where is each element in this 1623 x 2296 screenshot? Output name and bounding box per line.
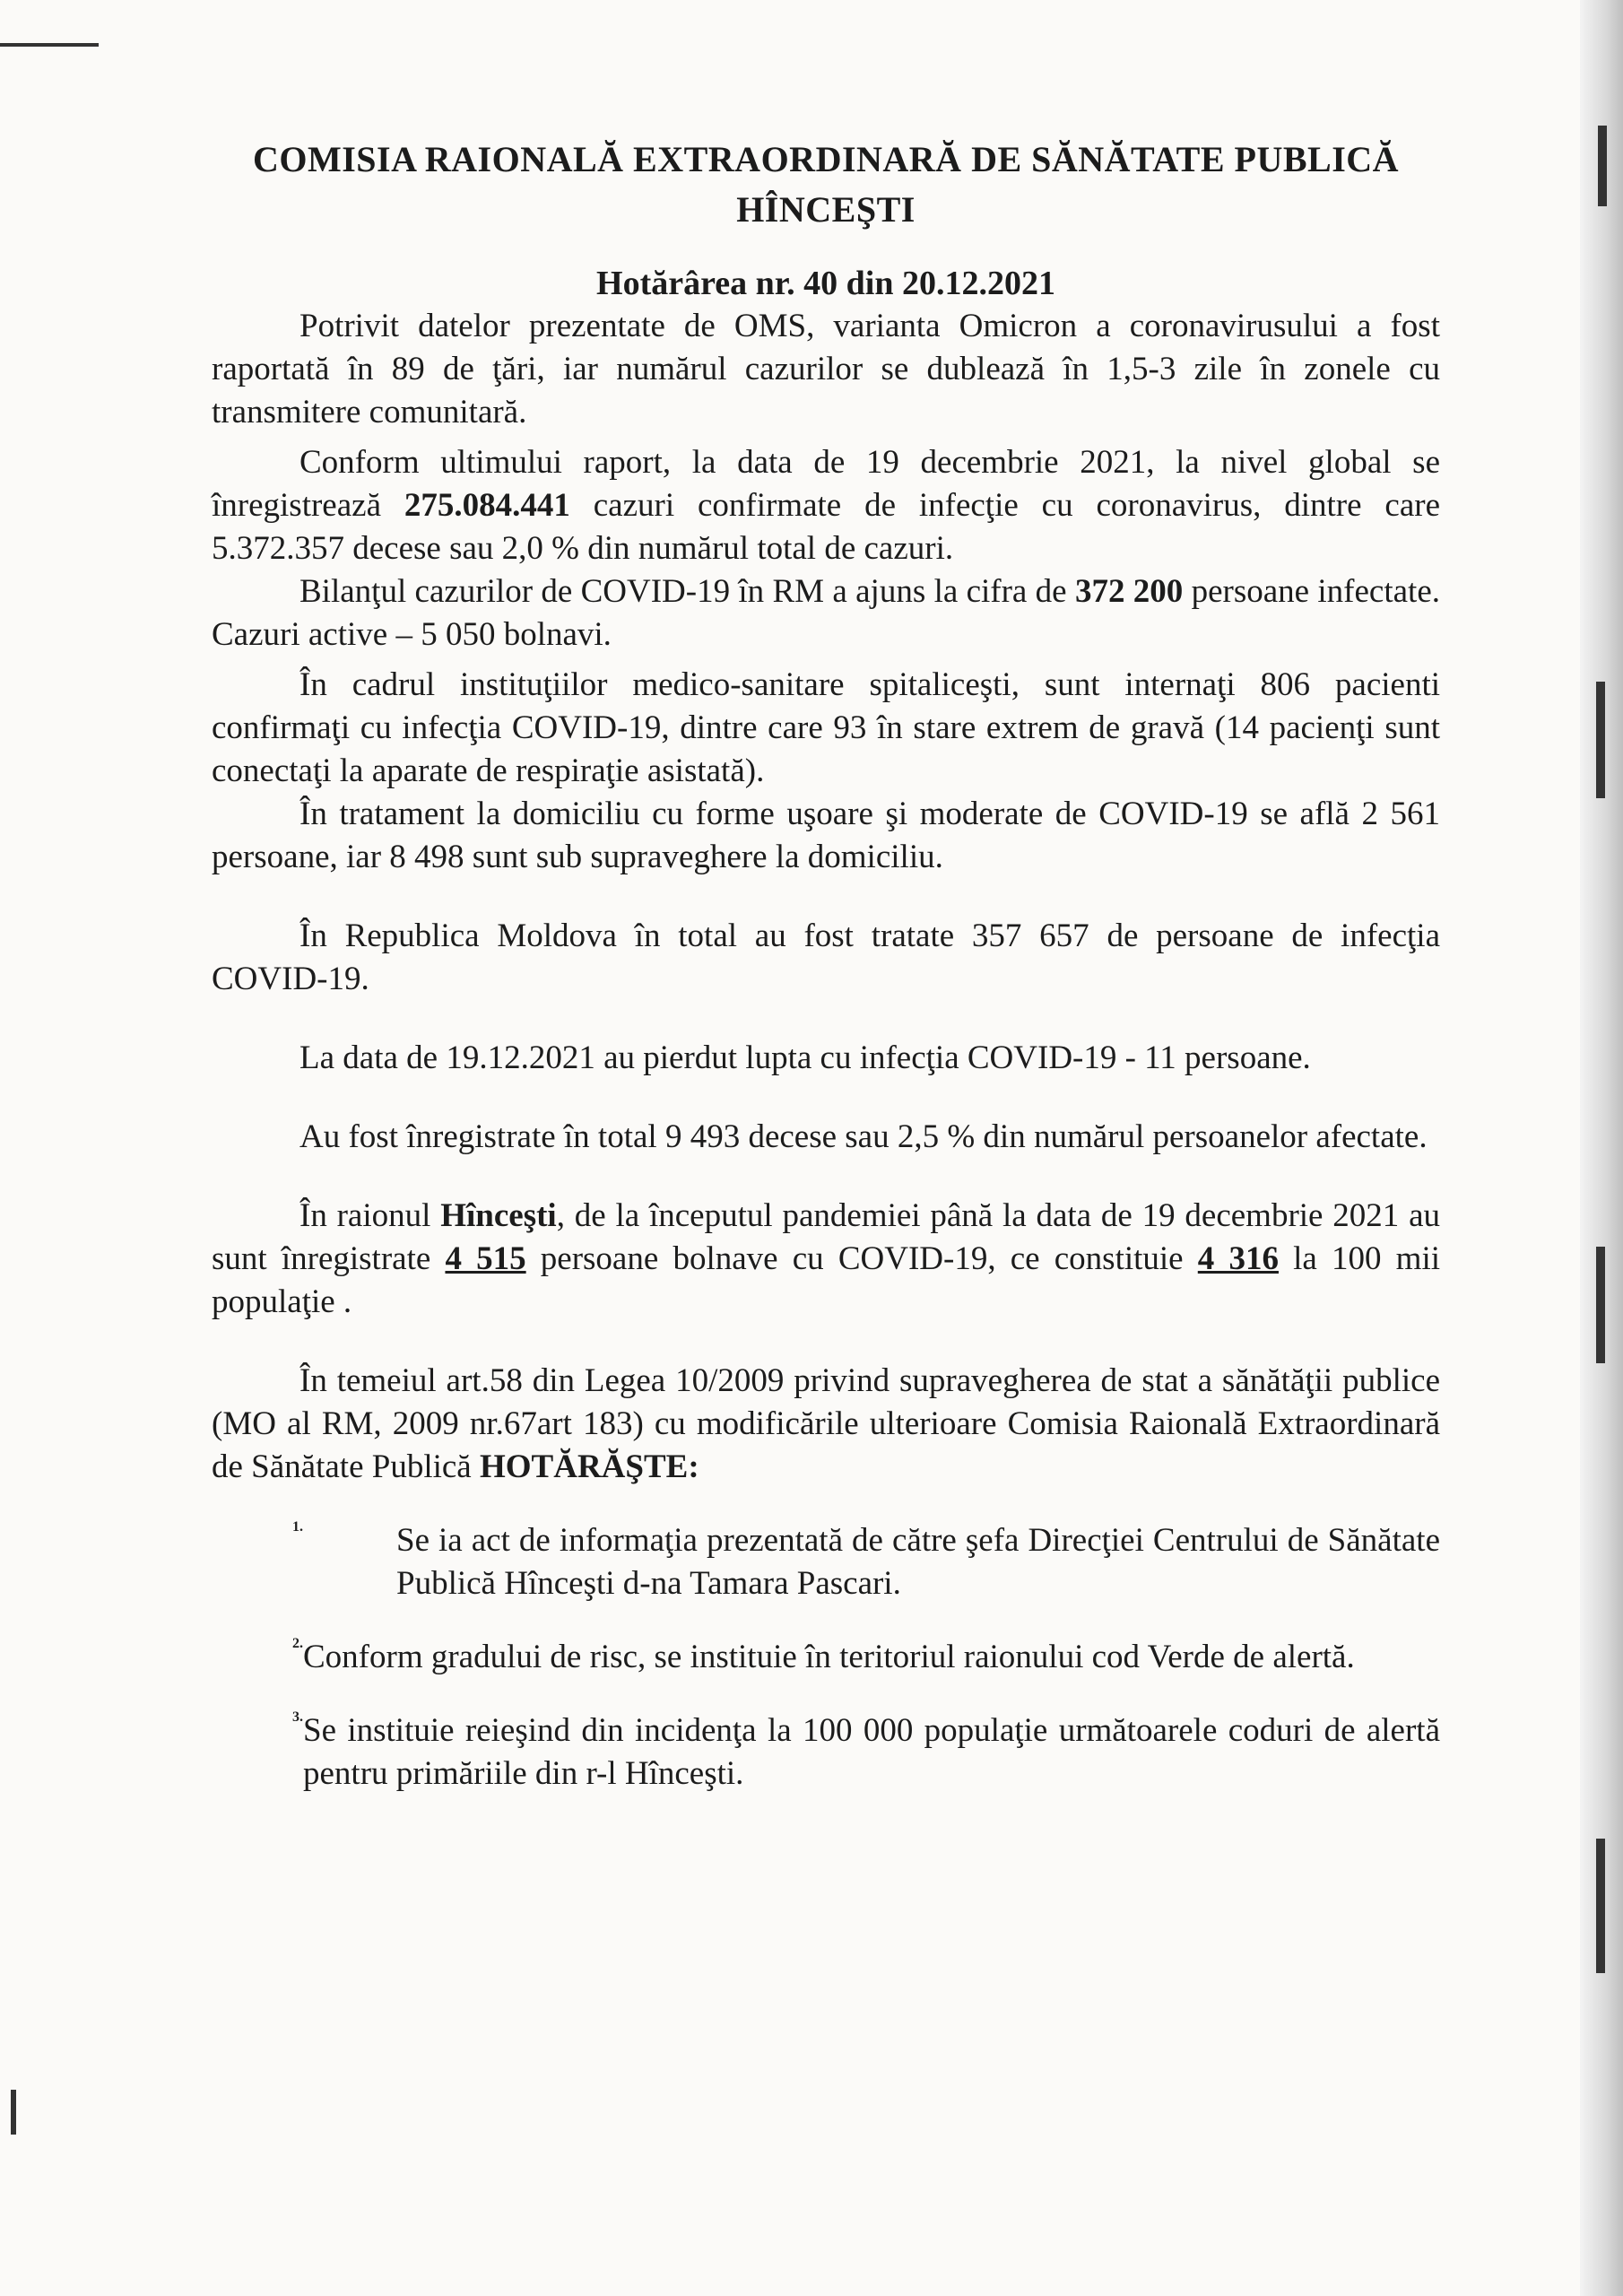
document-heading (212, 135, 1440, 235)
paragraph-omicron: Potrivit datelor prezentate de OMS, varianta Omicron a coronavirusului a fost raportată în 89 de ţări, iar numărul cazurilor se dublează în 1,5-3 zile în zonele cu transmitere comunitară. (212, 308, 1440, 430)
decision-items (212, 1519, 1440, 1796)
decision-item (212, 1709, 1440, 1796)
item-text: Se ia act de informaţia prezentată de către şefa Direcţiei Centrului de Sănătate Publică Hînceşti d-na Tamara Pascari. (396, 1522, 1440, 1602)
district-name: Hînceşti (440, 1197, 557, 1234)
paragraph-global-report: Conform ultimului raport, la data de 19 decembrie 2021, la nivel global se înregistrează 275.084.441 cazuri confirmate de infecţie cu coronavirus, dintre care 5.372.357 decese sau 2,0 % din numărul total de cazuri. (212, 444, 1440, 567)
item-number: 3. (292, 1709, 303, 1725)
decision-item (212, 1636, 1440, 1679)
scan-mark-right-4 (1596, 1839, 1605, 1973)
paragraph-hospitalized: În cadrul instituţiilor medico-sanitare spitaliceşti, sunt internaţi 806 pacienti confirmaţi cu infecţia COVID-19, dintre care 93 în stare extrem de gravă (14 pacienţi sunt conectaţi la aparate de respiraţie asistată). (212, 666, 1440, 789)
scan-mark-right-1 (1598, 126, 1607, 206)
item-text: Conform gradului de risc, se instituie în teritoriul raionului cod Verde de alertă. (303, 1639, 1355, 1675)
document-page (212, 135, 1440, 1796)
paragraph-home-treatment: În tratament la domiciliu cu forme uşoare şi moderate de COVID-19 se află 2 561 persoane, iar 8 498 sunt sub supraveghere la domiciliu. (212, 796, 1440, 875)
district-incidence: 4 316 (1197, 1240, 1279, 1277)
paragraph-deaths-total: Au fost înregistrate în total 9 493 decese sau 2,5 % din numărul persoanelor afectate. (299, 1118, 1428, 1155)
rm-cases-count: 372 200 (1074, 573, 1184, 610)
paragraph-hincesti-cases: În raionul Hînceşti, de la începutul pandemiei până la data de 19 decembrie 2021 au sunt înregistrate 4 515 persoane bolnave cu COVID-19, ce constituie 4 316 la 100 mii populaţie . (212, 1197, 1441, 1320)
paragraph-legal-basis: În temeiul art.58 din Legea 10/2009 privind supravegherea de stat a sănătăţii publice (MO al RM, 2009 nr.67art 183) cu modificările ulterioare Comisia Raională Extraordinară de Sănătate Publică HOTĂRĂŞTE: (212, 1362, 1440, 1485)
paragraph-rm-total: Bilanţul cazurilor de COVID-19 în RM a ajuns la cifra de 372 200 persoane infectate. Cazuri active – 5 050 bolnavi. (212, 573, 1441, 653)
item-text: Se instituie reieşind din incidenţa la 100 000 populaţie următoarele coduri de alertă pentru primăriile din r-l Hînceşti. (303, 1712, 1440, 1792)
paragraph-treated-total: În Republica Moldova în total au fost tratate 357 657 de persoane de infecţia COVID-19. (212, 918, 1440, 997)
decision-item (212, 1519, 1440, 1605)
district-cases-count: 4 515 (445, 1240, 526, 1277)
heading-line-1: COMISIA RAIONALĂ EXTRAORDINARĂ DE SĂNĂTATE PUBLICĂ (252, 139, 1400, 179)
global-cases-count: 275.084.441 (404, 487, 570, 524)
item-number: 1. (292, 1519, 303, 1535)
scan-mark-top-left (0, 43, 99, 47)
decision-title: Hotărârea nr. 40 din 20.12.2021 (596, 265, 1055, 302)
scan-mark-left (11, 2090, 16, 2135)
scan-mark-right-2 (1596, 682, 1605, 798)
decides-label: HOTĂRĂŞTE: (479, 1448, 699, 1485)
item-number: 2. (292, 1636, 303, 1651)
paragraph-deaths-day: La data de 19.12.2021 au pierdut lupta cu infecţia COVID-19 - 11 persoane. (299, 1039, 1311, 1076)
heading-line-2: HÎNCEŞTI (736, 189, 916, 230)
scan-mark-right-3 (1596, 1247, 1605, 1363)
